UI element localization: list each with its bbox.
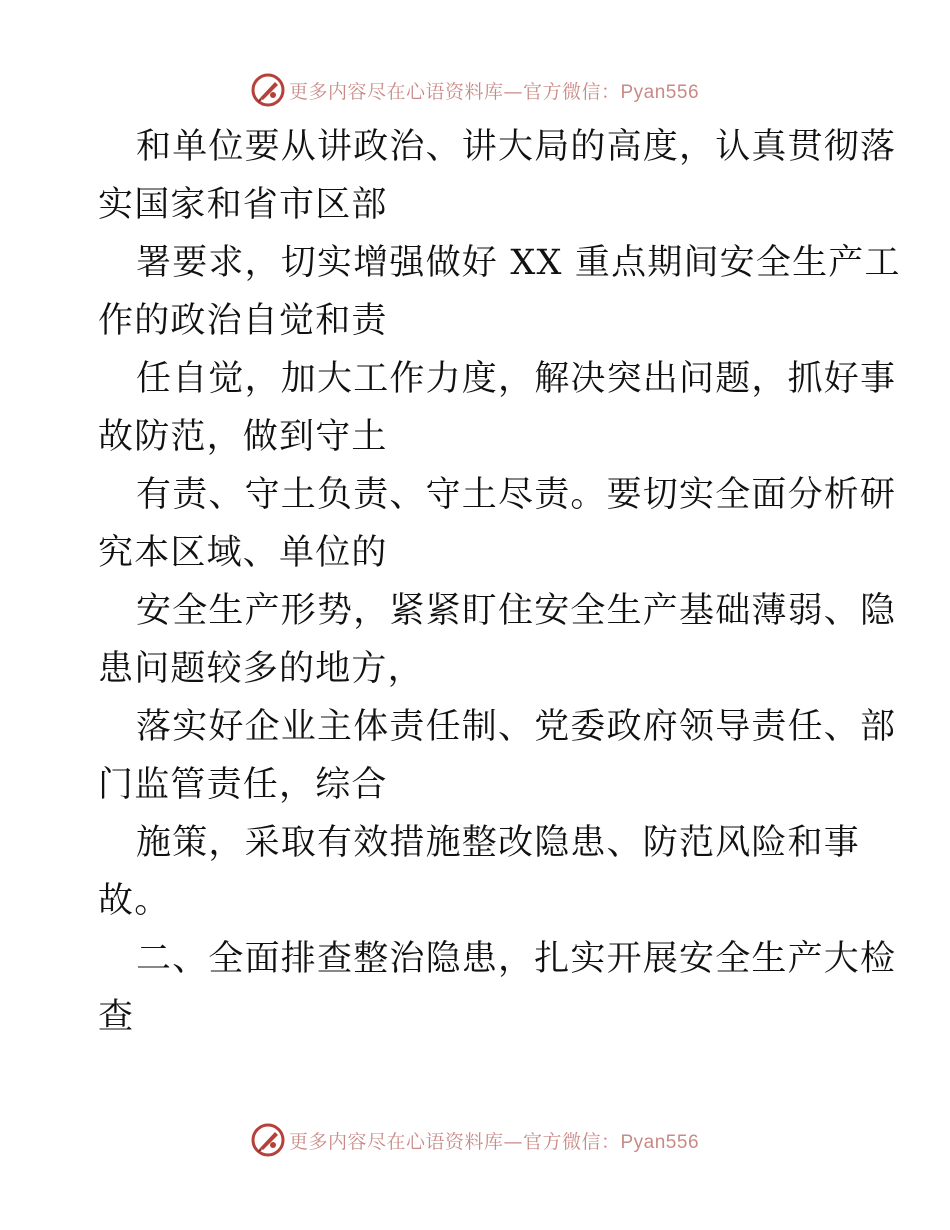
paragraph-line: 署要求，切实增强做好 XX 重点期间安全生产工 — [136, 243, 901, 283]
document-body — [98, 118, 901, 1046]
paragraph-line: 和单位要从讲政治、讲大局的高度，认真贯彻落 — [136, 127, 897, 167]
paragraph-line: 故防范，做到守土 — [98, 417, 388, 457]
paragraph-line: 安全生产形势，紧紧盯住安全生产基础薄弱、隐 — [136, 591, 897, 631]
paragraph-line: 有责、守土负责、守土尽责。要切实全面分析研 — [136, 475, 897, 515]
paragraph-line: 作的政治自觉和责 — [98, 301, 388, 341]
paragraph-line: 落实好企业主体责任制、党委政府领导责任、部 — [136, 707, 897, 747]
paragraph-line: 究本区域、单位的 — [98, 533, 388, 573]
quill-pen-logo-icon — [251, 1123, 285, 1157]
paragraph-line: 故。 — [98, 881, 171, 921]
paragraph-line: 施策，采取有效措施整改隐患、防范风险和事 — [136, 823, 861, 863]
watermark-text: 更多内容尽在心语资料库—官方微信：Pyan556 — [288, 1130, 700, 1153]
paragraph-line: 任自觉，加大工作力度，解决突出问题，抓好事 — [136, 359, 897, 399]
paragraph-line: 患问题较多的地方， — [98, 649, 424, 689]
quill-pen-logo-icon — [251, 73, 285, 107]
watermark-text: 更多内容尽在心语资料库—官方微信：Pyan556 — [288, 80, 700, 103]
section-heading-line: 查 — [98, 997, 135, 1037]
watermark-handle: Pyan556 — [620, 1131, 700, 1153]
footer-watermark — [0, 1120, 950, 1160]
section-heading-line: 二、全面排查整治隐患，扎实开展安全生产大检 — [136, 939, 897, 979]
paragraph-line: 门监管责任，综合 — [98, 765, 388, 805]
paragraph-line: 实国家和省市区部 — [98, 185, 388, 225]
header-watermark — [0, 70, 950, 110]
watermark-handle: Pyan556 — [620, 81, 700, 103]
